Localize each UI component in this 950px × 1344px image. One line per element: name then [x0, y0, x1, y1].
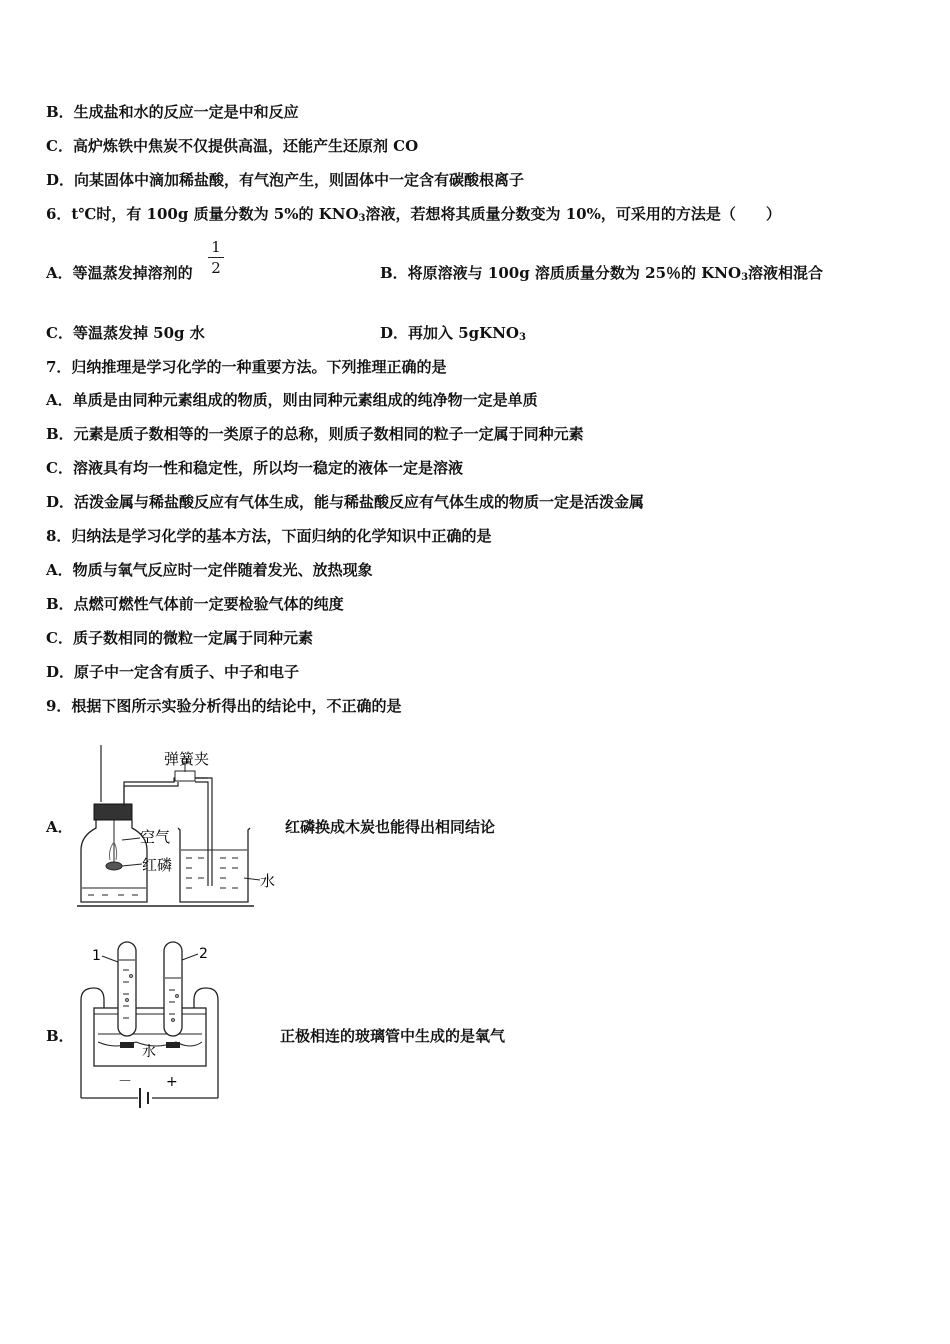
q9-option-b-label: B．	[46, 1027, 74, 1045]
q8-stem: 8．归纳法是学习化学的基本方法，下面归纳的化学知识中正确的是	[46, 527, 492, 545]
q9-option-a-text: 红磷换成木炭也能得出相同结论	[285, 818, 496, 836]
q5-option-b: B．生成盐和水的反应一定是中和反应	[46, 103, 299, 121]
q9-option-a-label: A．	[46, 818, 73, 836]
q9-stem: 9．根据下图所示实验分析得出的结论中，不正确的是	[46, 697, 402, 715]
q7-option-a: A．单质是由同种元素组成的物质，则由同种元素组成的纯净物一定是单质	[46, 391, 538, 409]
label-red-phosphorus: 红磷	[142, 856, 173, 874]
label-water-b: 水	[142, 1044, 156, 1060]
q6-option-b: B．将原溶液与 100g 溶质质量分数为 25％的 $KNO_3$溶液相混合	[380, 264, 824, 283]
q7-option-b: B．元素是质子数相等的一类原子的总称，则质子数相同的粒子一定属于同种元素	[46, 425, 584, 443]
q6-option-d: D．再加入 5gKNO$_3$	[380, 324, 526, 343]
label-water-a: 水	[260, 872, 276, 890]
q6-stem: 6．t℃时，有 100g 质量分数为 5%的 $KNO_3$溶液，若想将其质量分数变为 10%，可采用的方法是（ ）	[46, 205, 781, 224]
q8-option-b: B．点燃可燃性气体前一定要检验气体的纯度	[46, 595, 344, 613]
one-half-fraction: 1 2	[208, 238, 224, 277]
figure-a-oxygen-experiment	[74, 742, 284, 912]
q5-option-c: C．高炉炼铁中焦炭不仅提供高温，还能产生还原剂 CO	[46, 137, 419, 155]
label-tube-2: 2	[199, 946, 208, 962]
label-positive: +	[166, 1074, 178, 1090]
q7-stem: 7．归纳推理是学习化学的一种重要方法。下列推理正确的是	[46, 358, 447, 376]
q6-option-a: A．等温蒸发掉溶剂的	[46, 264, 193, 282]
figure-b-electrolysis	[76, 938, 226, 1118]
q7-option-d: D．活泼金属与稀盐酸反应有气体生成，能与稀盐酸反应有气体生成的物质一定是活泼金属	[46, 493, 645, 511]
label-negative: －	[118, 1074, 132, 1090]
label-tube-1: 1	[92, 948, 101, 964]
q5-option-d: D．向某固体中滴加稀盐酸，有气泡产生，则固体中一定含有碳酸根离子	[46, 171, 525, 189]
q8-option-a: A．物质与氧气反应时一定伴随着发光、放热现象	[46, 561, 373, 579]
q7-option-c: C．溶液具有均一性和稳定性，所以均一稳定的液体一定是溶液	[46, 459, 463, 477]
q9-option-b-text: 正极相连的玻璃管中生成的是氧气	[280, 1027, 506, 1045]
q8-option-d: D．原子中一定含有质子、中子和电子	[46, 663, 300, 681]
label-spring-clamp: 弹簧夹	[164, 750, 210, 768]
q6-option-c: C．等温蒸发掉 50g 水	[46, 324, 205, 342]
label-air: 空气	[140, 828, 171, 846]
q8-option-c: C．质子数相同的微粒一定属于同种元素	[46, 629, 313, 647]
